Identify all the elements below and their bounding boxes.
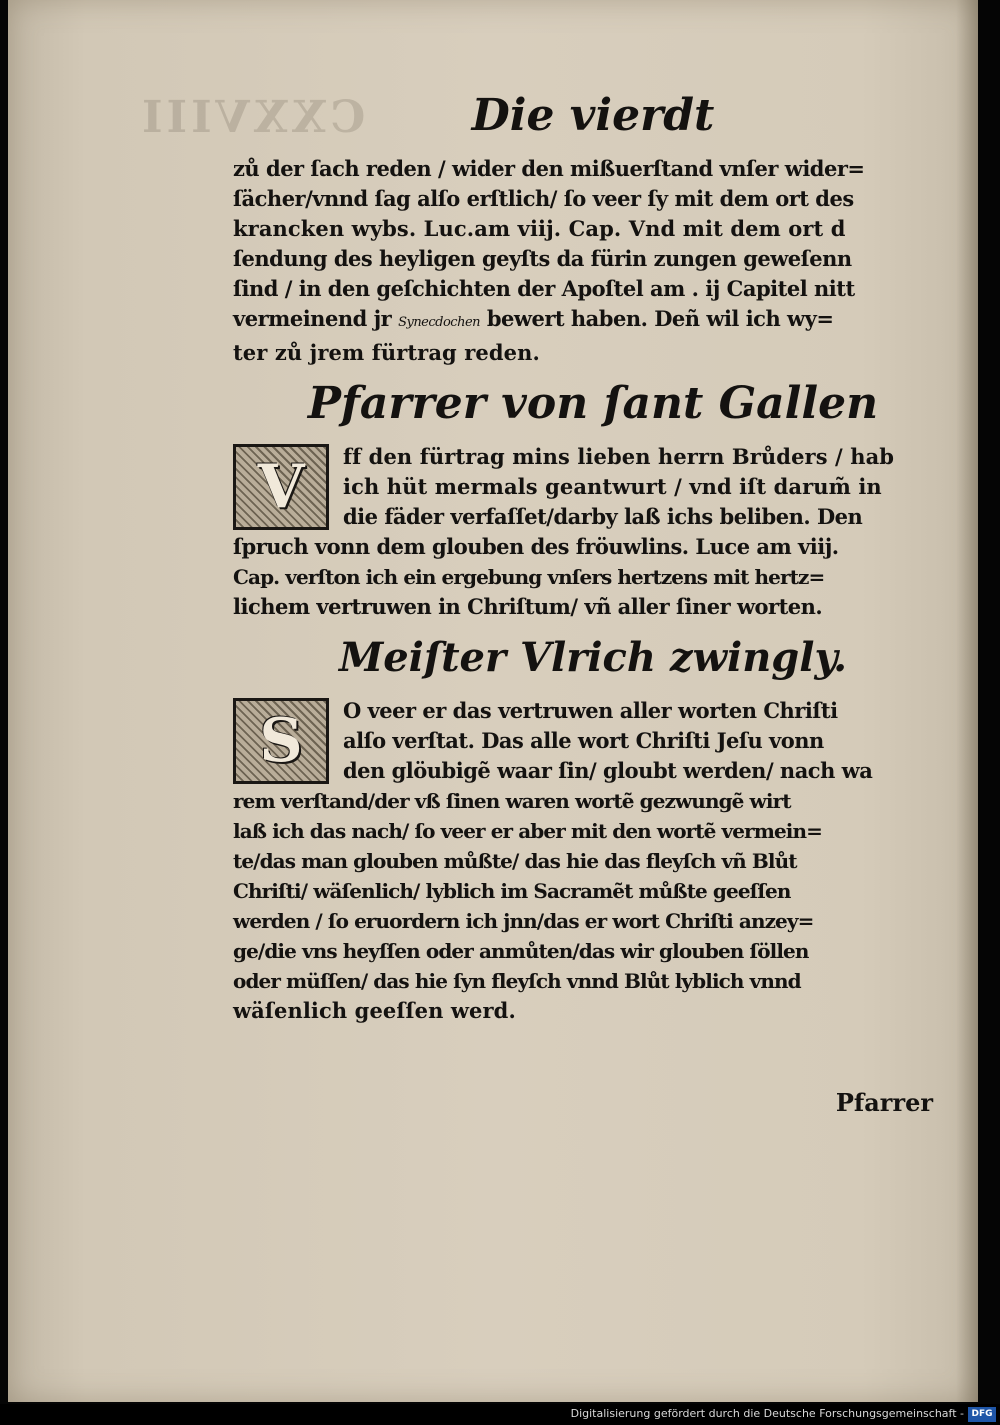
intro-paragraph [233,154,953,368]
text-line: rem verſtand/der vß ſinen waren wortẽ gezwungẽ wirt [233,789,791,813]
dfg-credit-text: Digitalisierung gefördert durch die Deutsche Forschungsgemeinschaft - [570,1407,964,1420]
text-line: ſind / in den geſchichten der Apoſtel am . ij Capitel nitt [233,276,855,301]
text-line: ſächer/vnnd ſag alſo erſtlich/ ſo veer ſy mit dem ort des [233,186,854,211]
pfarrer-paragraph [233,442,953,622]
text-fragment: bewert haben. Deñ wil ich wy= [480,306,834,331]
text-line: Chriſti/ wäſenlich/ lyblich im Sacramẽt můßte geeſſen [233,879,791,903]
synecdochen-word: Synecdochen [398,315,481,330]
dfg-logo-icon: DFG [968,1407,996,1422]
text-line: werden / ſo eruordern ich jnn/das er wort Chriſti anzey= [233,909,814,933]
heading-zwingli: Meiſter Vlrich zwingly. [338,634,848,681]
decorated-initial-s [233,698,329,784]
decorated-initial-v [233,444,329,530]
text-line: zů der ſach reden / wider den mißuerſtand vnſer wider= [233,156,865,181]
text-line: ff den fürtrag mins lieben herrn Brůders / hab [343,444,895,469]
text-line: wäſenlich geeſſen werd. [233,998,516,1023]
text-line [233,304,953,338]
text-line: den glöubigẽ waar ſin/ gloubt werden/ nach wa [343,758,873,783]
catchword: Pfarrer [835,1088,933,1117]
initial-letter: V [257,452,305,522]
text-line: te/das man glouben můßte/ das hie das fleyſch vñ Blůt [233,849,797,873]
zwingli-paragraph [233,696,953,1026]
heading-pfarrer: Pfarrer von ſant Gallen [307,378,879,429]
text-line: krancken wybs. Luc.am viij. Cap. Vnd mit dem ort d [233,216,846,241]
text-block [233,80,953,1026]
page-edge-shadow [956,0,978,1402]
text-line: lichem vertruwen in Chriſtum/ vñ aller ſiner worten. [233,594,823,619]
text-line: ſendung des heyligen geyſts da fürin zungen geweſenn [233,246,852,271]
text-line: laß ich das nach/ ſo veer er aber mit den wortẽ vermein= [233,819,822,843]
text-line: ich hüt mermals geantwurt / vnd iſt darum̃ in [343,474,882,499]
text-line: die fäder verfaſſet/darby laß ichs beliben. Den [343,504,863,529]
heading-die-vierdt: Die vierdt [471,90,715,141]
bleed-through-folio: CXXVIII [138,92,366,143]
text-line: ſpruch vonn dem glouben des fröuwlins. Luce am viij. [233,534,839,559]
text-line: O veer er das vertruwen aller worten Chriſti [343,698,838,723]
text-line: alſo verſtat. Das alle wort Chriſti Jeſu vonn [343,728,824,753]
text-line: Cap. verſton ich ein ergebung vnſers hertzens mit hertz= [233,565,825,589]
footer-bar [0,1404,1000,1425]
book-page [8,0,978,1402]
text-fragment: vermeinend jr [233,306,399,331]
text-line: ge/die vns heyſſen oder anmůten/das wir glouben ſöllen [233,939,809,963]
text-line: ter zů jrem fürtrag reden. [233,340,540,365]
initial-letter: S [259,706,303,776]
text-line: oder müſſen/ das hie ſyn fleyſch vnnd Blůt lyblich vnnd [233,969,801,993]
